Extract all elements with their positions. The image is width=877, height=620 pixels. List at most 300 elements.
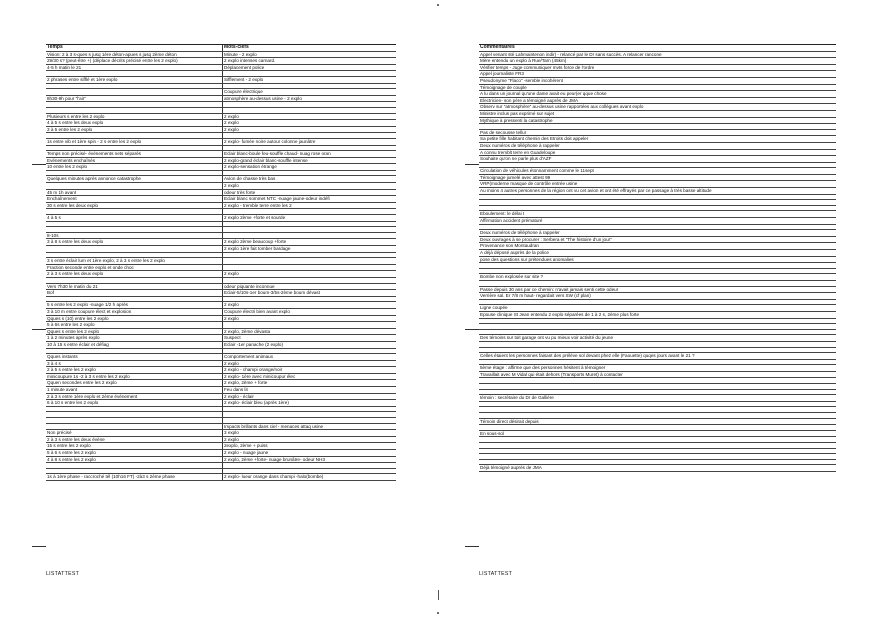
- table-row: [479, 293, 836, 300]
- margin-mark: [465, 164, 479, 165]
- table-row: [46, 127, 396, 134]
- time-cell: [46, 89, 223, 95]
- time-cell: Evénements enchaînés: [46, 158, 223, 164]
- table-row: [479, 65, 836, 72]
- time-cell: 4 à 8 s entre les 2 explo: [46, 457, 223, 463]
- time-cell: Quelques minutes après annonce catastrophe: [46, 176, 223, 182]
- keywords-cell: [223, 418, 396, 423]
- table-row: [479, 188, 836, 195]
- comment-cell: [479, 437, 836, 442]
- margin-mark: [32, 329, 46, 330]
- time-cell: [46, 222, 223, 227]
- table-row: [479, 98, 836, 105]
- table-row: [46, 474, 396, 481]
- right-table-body: [479, 52, 836, 472]
- comment-cell: [479, 360, 836, 365]
- comment-cell: Circulation de véhicules étonnamment comme le 11sept: [480, 168, 594, 174]
- table-row: [479, 52, 836, 59]
- table-row: [479, 130, 836, 137]
- right-table: [479, 44, 836, 472]
- keywords-cell: [223, 297, 396, 302]
- keywords-cell: odeur piquante inconnue: [224, 283, 275, 289]
- comment-cell: VRP(moderne masque de contrôle entrée usine: [480, 181, 578, 187]
- time-cell: Vision: 2 à 3 s-ques s jusq 1ère déton-apues s jusq 2ème déton: [46, 52, 223, 58]
- keywords-cell: 2 explo: [224, 113, 239, 119]
- comment-cell: [479, 124, 836, 129]
- keywords-cell: 2 explo- lueur orange dans champi -halo(bombe): [224, 474, 324, 480]
- table-row: [46, 246, 396, 253]
- keywords-cell: [223, 265, 396, 271]
- comment-cell: [479, 402, 836, 407]
- keywords-cell: 2 explo: [224, 315, 239, 321]
- comment-cell: A déjà déposé auprès de la police: [480, 250, 549, 255]
- table-row: [479, 211, 836, 218]
- comment-cell: [479, 443, 836, 448]
- comment-cell: pose des questions sur prétendues anomalies: [480, 256, 574, 262]
- comment-cell: [479, 269, 836, 274]
- keywords-cell: 2 explo- éclair bleu (après 1ère): [224, 400, 289, 406]
- time-cell: Bof: [46, 290, 223, 296]
- left-table: [46, 44, 396, 481]
- time-cell: 5 s entre les 2 explo -nuage 1/2 h après: [46, 302, 223, 308]
- time-cell: 4 à 5 s entre les deux explo: [46, 120, 223, 126]
- table-row: [46, 58, 396, 65]
- table-row: [479, 175, 836, 182]
- time-cell: 1 minute avant: [46, 387, 223, 393]
- keywords-cell: Sifflement - 2 explo: [224, 76, 264, 82]
- keywords-cell: [223, 322, 396, 328]
- time-cell: 2 à 3 s entre 1ère explo et 2ème évènement: [46, 394, 223, 400]
- keywords-cell: Coupure électrique: [224, 89, 263, 95]
- comment-cell: Souhaite qu'on ne parle plus d'AZF: [480, 156, 552, 162]
- table-row: [46, 271, 396, 278]
- comment-cell: [479, 200, 836, 205]
- comment-cell: [479, 206, 836, 211]
- table-row: [479, 465, 836, 472]
- comment-cell: Travaillait avec M Vidal qui était dehors (Transports Muret) à contacter: [480, 371, 623, 377]
- table-row: [479, 372, 836, 379]
- time-cell: 1s entre vib et 1ère spin - 2 s entre les 2 explo: [46, 139, 223, 145]
- comment-cell: Témoignage de couple: [480, 84, 527, 90]
- comment-cell: [479, 281, 836, 286]
- keywords-cell: Eclair blanc-boule feu-souffle chaud- nuag rose oran: [224, 151, 331, 157]
- keywords-cell: 2 explo: [224, 120, 239, 126]
- table-row: [479, 243, 836, 250]
- keywords-cell: 2 explo: [224, 271, 239, 277]
- margin-mark: [32, 546, 46, 547]
- comment-cell: [479, 413, 836, 418]
- table-row: [46, 203, 396, 210]
- time-cell: [46, 84, 223, 89]
- table-row: [46, 450, 396, 457]
- time-cell: Enchaînement: [46, 196, 223, 202]
- time-cell: Vers 7h30 le matin du 21: [46, 284, 223, 290]
- margin-mark: [465, 329, 479, 330]
- comment-cell: Observ sur "atmosphère" au-dessus usine rapportées aux collègues avant explo: [480, 104, 644, 110]
- keywords-cell: 2 explo- fumée noire autour colonne jaunâtre: [224, 138, 316, 144]
- keywords-column-header: Mots-clefs: [224, 45, 249, 50]
- table-row: [46, 65, 396, 72]
- table-row: [46, 164, 396, 171]
- time-cell: 3 à 10 m entre coupure élect et explosion: [46, 309, 223, 315]
- time-cell: [46, 102, 223, 107]
- table-row: [46, 233, 396, 240]
- keywords-cell: Suspect: [224, 335, 241, 341]
- time-cell: [46, 183, 223, 189]
- keywords-cell: Eclair blanc sommet NTC -nuage jaune-odeur indéfi: [224, 196, 330, 202]
- keywords-cell: [223, 209, 396, 214]
- table-row: [46, 309, 396, 316]
- time-cell: 5 à 6s entre les 2 explo: [46, 322, 223, 328]
- table-row: [479, 181, 836, 188]
- comment-cell: Pseudonyme "Flaco" -semble incohérent: [480, 77, 563, 83]
- comment-cell: Déjà témoigné auprès de JMA: [480, 465, 542, 471]
- comment-cell: [479, 390, 836, 395]
- keywords-cell: odeur très forte: [224, 189, 256, 195]
- table-row: [46, 316, 396, 323]
- keywords-cell: 2 explo 2ème beaucoup +forte: [224, 239, 287, 245]
- keywords-cell: Déplacement police: [224, 64, 265, 70]
- keywords-cell: 2 explo: [224, 302, 239, 308]
- table-row: [479, 250, 836, 257]
- time-cell: [46, 469, 223, 474]
- table-row: [46, 77, 396, 84]
- scan-speck: [437, 4, 439, 6]
- keywords-cell: 2 explo - champi orange/noir: [224, 367, 283, 373]
- keywords-cell: Minute - 2 explo: [224, 51, 257, 57]
- time-cell: Plusieurs s entre les 2 explo: [46, 114, 223, 120]
- table-row: [46, 335, 396, 342]
- keywords-cell: 2 explo: [224, 360, 239, 366]
- table-row: [479, 395, 836, 402]
- keywords-cell: 2 explo, 2ème dévasta: [224, 328, 271, 334]
- table-row: [479, 85, 836, 92]
- keywords-cell: Feu dans lit: [224, 387, 248, 393]
- time-cell: Qquen secondes entre les 2 explo: [46, 380, 223, 386]
- comment-cell: [479, 407, 836, 412]
- keywords-cell: atmosphère au-dessus usine - 2 explo: [224, 95, 302, 101]
- table-row: [46, 284, 396, 291]
- comments-column-header: Commentaires: [480, 45, 515, 50]
- time-cell: [46, 349, 223, 354]
- time-cell: 29/30 s? (peut-être +) (déplace décrits précisé entre les 2 explo): [46, 58, 223, 64]
- keywords-cell: 2 explo - tremble terre entre les 2: [224, 202, 292, 208]
- keywords-cell: [223, 253, 396, 258]
- comment-cell: [479, 384, 836, 389]
- time-cell: 10 entre les 2 explo: [46, 164, 223, 170]
- comment-cell: A connu tremblt terre en Guadeloupe: [480, 149, 556, 155]
- table-row: [479, 419, 836, 426]
- time-cell: 2 à 3 s entre les deux explo: [46, 271, 223, 277]
- time-cell: 1 à 2 minutes après explo: [46, 335, 223, 341]
- comment-cell: A lu dans un journal qu'une dame avait eu peur(er qque chose: [480, 91, 607, 97]
- keywords-cell: [223, 278, 396, 283]
- scan-speck: [437, 612, 439, 614]
- time-cell: 3 à 8 s entre les deux explo: [46, 239, 223, 245]
- time-cell: [46, 278, 223, 283]
- comment-cell: Des témoins sur toit garage ont vu pu mieux voir activité du jeune: [480, 335, 614, 341]
- table-row: [46, 258, 396, 265]
- time-cell: Qques s entre les 2 explo: [46, 329, 223, 335]
- comment-cell: Deux numéros de téléphone à rappeler: [480, 142, 560, 148]
- time-cell: [46, 209, 223, 214]
- keywords-cell: 2 explo, 2ème + forte: [224, 380, 268, 386]
- comment-cell: [479, 319, 836, 324]
- table-row: [479, 104, 836, 111]
- table-row: [46, 430, 396, 437]
- time-cell: 2 à 3 s entre les deux évène: [46, 437, 223, 443]
- table-row: [479, 305, 836, 312]
- keywords-cell: Comportement animaux: [224, 354, 274, 360]
- right-table-header: [479, 45, 836, 52]
- left-table-header: [46, 45, 396, 52]
- comment-cell: témoin : secrétaire du Dr de Gallière: [480, 395, 554, 401]
- time-cell: 3 à 4 s: [46, 361, 223, 367]
- comment-cell: [479, 342, 836, 347]
- table-row: [46, 400, 396, 407]
- time-cell: minicoupure 1s -2 à 3 s entre les 2 explo: [46, 374, 223, 380]
- table-row: [46, 190, 396, 197]
- keywords-cell: [223, 102, 396, 107]
- keywords-cell: [223, 133, 396, 138]
- table-row: [479, 353, 836, 360]
- table-row: [479, 431, 836, 438]
- table-row: [46, 443, 396, 450]
- table-row: [479, 91, 836, 98]
- keywords-cell: 2 explo: [224, 183, 239, 189]
- table-row: [46, 176, 396, 183]
- table-row: [46, 457, 396, 464]
- table-row: [479, 257, 836, 264]
- table-row: [46, 322, 396, 329]
- time-cell: Temps non précisé- événements nets séparés: [46, 151, 223, 157]
- time-cell: [46, 146, 223, 151]
- table-row: [479, 78, 836, 85]
- table-row: [46, 52, 396, 59]
- comment-cell: Electricien- son père a témoigné auprès de JMA: [480, 97, 579, 103]
- time-cell: Qques s (10) entre les 2 explo: [46, 316, 223, 322]
- keywords-cell: Coupure électri bien avant explo: [224, 308, 290, 314]
- comment-cell: Mythique à pressenti la catastrophe: [480, 117, 553, 123]
- time-column-header: Temps: [46, 45, 223, 51]
- time-cell: Non précisé: [46, 430, 223, 436]
- keywords-cell: 2 explo 2ème +forte et sourde: [224, 215, 286, 221]
- keywords-cell: Impacts brillants dans ciel - menaces attaq usine: [224, 423, 324, 429]
- comment-cell: [479, 300, 836, 305]
- comment-cell: Au moins 4 autres personnes de la région ont vu cet avion et ont été effrayés par ce passage à très basse altitude: [480, 188, 712, 194]
- keywords-cell: [223, 71, 396, 76]
- time-cell: 15 s entre les 2 explo: [46, 443, 223, 449]
- table-row: [46, 424, 396, 431]
- keywords-cell: 2 explo-grand éclair blanc-souffle intense: [224, 157, 308, 163]
- comment-cell: [479, 454, 836, 459]
- keywords-cell: 2explo, 2ème + puiss: [224, 443, 268, 449]
- comment-cell: Vérifier temps - Juge communiquer mvts force de l'ordre: [480, 64, 595, 70]
- keywords-cell: [223, 407, 396, 412]
- comment-cell: Témoignage jumelé avec attest 99: [480, 174, 551, 180]
- table-row: [46, 367, 396, 374]
- table-row: [479, 136, 836, 143]
- time-cell: 2 à 5 s entre les 2 explo: [46, 367, 223, 373]
- table-row: [46, 239, 396, 246]
- keywords-cell: [223, 227, 396, 232]
- keywords-cell: 2 explo-sensation étrange: [224, 164, 277, 170]
- left-table-body: [46, 52, 396, 481]
- table-row: [46, 361, 396, 368]
- table-row: [46, 329, 396, 336]
- table-row: [46, 354, 396, 361]
- comment-cell: [479, 330, 836, 335]
- time-cell: 4 à 5 s: [46, 215, 223, 221]
- comment-cell: Deux ouvrages à se procurer : Serbera et "The histoire d'un jour": [480, 236, 612, 242]
- keywords-cell: [223, 412, 396, 417]
- table-row: [479, 168, 836, 175]
- table-row: [479, 156, 836, 163]
- table-row: [46, 437, 396, 444]
- time-cell: [46, 424, 223, 430]
- table-row: [479, 365, 836, 372]
- comment-cell: [479, 195, 836, 200]
- time-cell: Qques instants: [46, 354, 223, 360]
- time-cell: [46, 463, 223, 468]
- table-row: [479, 150, 836, 157]
- time-cell: [46, 133, 223, 138]
- table-row: [46, 151, 396, 158]
- table-row: [46, 196, 396, 203]
- time-cell: 8h30-9h pour "l'air": [46, 96, 223, 102]
- keywords-cell: [223, 258, 396, 264]
- comment-cell: Celles étaient les personnes faisant des prélève sol devant phez elle (Faouette) quqes jours avant le 21 ?: [480, 353, 695, 359]
- time-cell: [46, 412, 223, 417]
- comment-cell: Affirmation accident prématuré: [480, 218, 543, 224]
- table-row: [46, 394, 396, 401]
- comment-cell: Mère entendu un explo à Rue/Tarn (45km): [480, 58, 567, 64]
- comment-cell: Eboulement: le délai t: [480, 211, 525, 217]
- time-cell: [46, 418, 223, 423]
- table-row: [479, 287, 836, 294]
- footer-label-right: LISTATTEST: [479, 571, 513, 577]
- comment-cell: En sous-sol: [480, 430, 505, 436]
- table-row: [46, 96, 396, 103]
- comment-cell: Bombe non explosée sur site ?: [480, 274, 544, 280]
- time-cell: 3 à 5 entre les 2 explo: [46, 127, 223, 133]
- time-cell: 5 à 6 s entre les 2 explo: [46, 450, 223, 456]
- keywords-cell: [223, 463, 396, 468]
- table-row: [46, 158, 396, 165]
- keywords-cell: 2 explo - nuage jaune: [224, 450, 269, 455]
- comment-cell: 5ème étage : affirme que des personnes hésitent à témoigner: [480, 365, 606, 371]
- time-cell: [46, 253, 223, 258]
- crop-mark: [438, 590, 439, 600]
- table-row: [46, 374, 396, 381]
- table-row: [479, 237, 836, 244]
- time-cell: 8-10s: [46, 233, 223, 239]
- comment-cell: Témoin direct désirait depuis: [480, 418, 539, 424]
- margin-mark: [465, 546, 479, 547]
- table-row: [46, 290, 396, 297]
- keywords-cell: [223, 233, 396, 239]
- table-row: [46, 302, 396, 309]
- keywords-cell: [223, 171, 396, 176]
- comment-cell: [479, 449, 836, 454]
- time-cell: 30 s entre les deux explo: [46, 203, 223, 209]
- comment-cell: Passe depuis 30 ans par ce chemin: n'avait jamais senti cette odeur: [480, 286, 619, 292]
- table-row: [479, 71, 836, 78]
- table-row: [479, 58, 836, 65]
- comment-cell: [479, 378, 836, 383]
- comment-cell: Pas de secousse tellur: [480, 129, 527, 135]
- table-row: [479, 143, 836, 150]
- time-cell: 10 à 15 s entre éclair et défiag: [46, 342, 223, 348]
- table-row: [479, 274, 836, 281]
- table-row: [46, 139, 396, 146]
- footer-label-left: LISTATTEST: [46, 571, 80, 577]
- table-row: [46, 215, 396, 222]
- time-cell: 45 m 1h avant: [46, 190, 223, 196]
- comment-cell: Ligne coupée: [480, 305, 508, 311]
- time-cell: 1s à 1ère phase - raccroché tél (10h16 FT) -2à3 s 2ème phase: [46, 474, 223, 480]
- time-cell: 4-5 h matin le 21: [46, 65, 223, 71]
- comment-cell: [479, 460, 836, 465]
- comment-cell: [479, 225, 836, 230]
- time-cell: [46, 297, 223, 302]
- table-row: [46, 114, 396, 121]
- time-cell: [46, 246, 223, 252]
- comment-cell: [479, 324, 836, 329]
- table-row: [46, 89, 396, 96]
- comment-cell: [479, 425, 836, 430]
- keywords-cell: 2 explo - éclair: [224, 393, 254, 399]
- keywords-cell: Avion de chasse très bas: [224, 176, 276, 182]
- comment-cell: Deux numéros de téléphone à rappeler: [480, 230, 560, 236]
- keywords-cell: [223, 222, 396, 227]
- table-row: [46, 265, 396, 272]
- comment-cell: Ministre inclus pas exprimé sur sujet: [480, 110, 555, 116]
- time-cell: [46, 71, 223, 76]
- keywords-cell: Eclair-5/10s-1er boum-3/5s-2ème boum dévast: [224, 290, 321, 296]
- comment-cell: [479, 263, 836, 268]
- table-row: [46, 387, 396, 394]
- keywords-cell: Eclair -1er panache (2 explo): [224, 341, 283, 347]
- time-cell: [46, 407, 223, 412]
- table-row: [479, 111, 836, 118]
- comment-cell: Provenance son Montaudran: [480, 243, 539, 249]
- time-cell: 2 phrases entre sifflé et 1ère explo: [46, 77, 223, 83]
- keywords-cell: 2 explo 1ère fait tomber bardage: [224, 246, 291, 251]
- table-row: [46, 120, 396, 127]
- table-row: [479, 218, 836, 225]
- keywords-cell: [223, 469, 396, 474]
- keywords-cell: 2 explo intenses carnard.: [224, 58, 276, 64]
- keywords-cell: [223, 84, 396, 89]
- comment-cell: Appel venant sté Lahmaintenon indir) - relancé par le Dr sans succès. A relancer rancone: [480, 51, 662, 57]
- comment-cell: Sa petite fille habitant chemin des Etroits doit appeler: [480, 136, 589, 142]
- table-row: [479, 335, 836, 342]
- time-cell: [46, 108, 223, 113]
- keywords-cell: [223, 108, 396, 113]
- keywords-cell: [223, 349, 396, 354]
- time-cell: 3 s entre éclair lum et 1ère explo, 2 à 3 s entre les 2 explo: [46, 258, 223, 264]
- table-row: [479, 230, 836, 237]
- comment-cell: [479, 348, 836, 353]
- comment-cell: Epouse clinique St Jean entendu 2 explo séparées de 1 à 2 s, 2ème plus forte: [480, 311, 640, 317]
- table-row: [46, 380, 396, 387]
- time-cell: [46, 227, 223, 232]
- table-row: [46, 183, 396, 190]
- keywords-cell: 2 explo: [224, 126, 239, 132]
- table-row: [46, 342, 396, 349]
- table-row: [479, 312, 836, 319]
